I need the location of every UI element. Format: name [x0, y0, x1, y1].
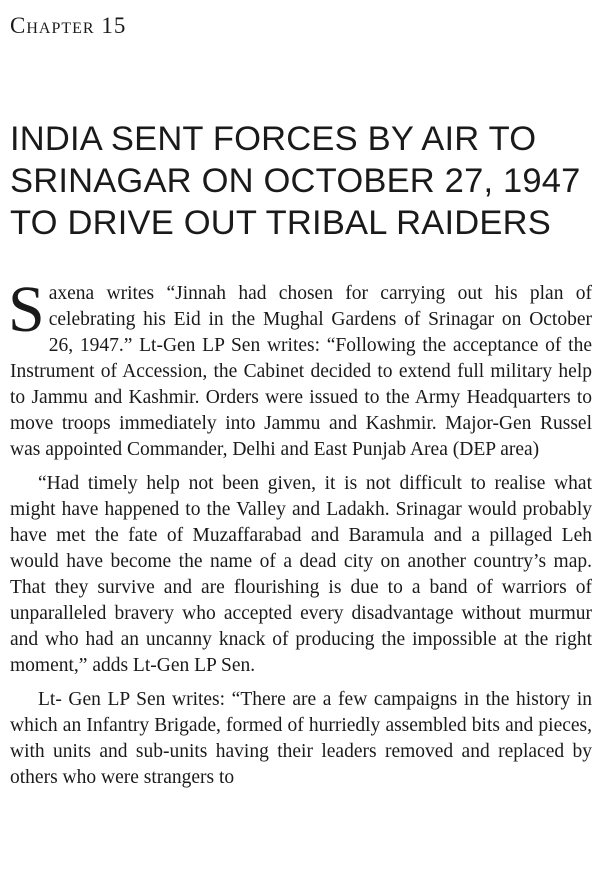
- paragraph-2: “Had timely help not been given, it is not difficult to realise what might have happened to the Valley and Ladakh. Srinagar would probably have met the fate of Muzaffarabad and Baramula and a pillaged Leh would have become the name of a dead city on another country’s map. That they survive and are flourishing is due to a band of warriors of unparalleled bravery who accepted every disadvantage without murmur and who had an uncanny knack of producing the impossible at the right moment,” adds Lt-Gen LP Sen.: [10, 473, 592, 676]
- paragraph-3: Lt- Gen LP Sen writes: “There are a few campaigns in the history in which an Infantry Brigade, formed of hurriedly assembled bits and pieces, with units and sub-units having their leaders removed and replaced by others who were strangers to: [10, 689, 592, 788]
- chapter-title: [10, 118, 595, 244]
- chapter-body: [8, 273, 592, 799]
- paragraph-1: [8, 273, 592, 463]
- chapter-title-line-1: INDIA SENT FORCES BY AIR TO: [10, 120, 537, 158]
- chapter-title-line-3: TO DRIVE OUT TRIBAL RAIDERS: [10, 204, 551, 242]
- drop-cap: S: [8, 273, 45, 346]
- chapter-label: Chapter 15: [10, 13, 127, 38]
- paragraph-1-text: axena writes “Jinnah had chosen for carrying out his plan of celebrating his Eid in the Mughal Gardens of Srinagar on October 26, 1947.” Lt-Gen LP Sen writes: “Following the acceptance of the Instrument of Accession, the Cabinet decided to extend full military help to Jammu and Kashmir. Orders were issued to the Army Headquarters to move troops immediately into Jammu and Kashmir. Major-Gen Russel was appointed Commander, Delhi and East Punjab Area (DEP area): [10, 283, 592, 460]
- chapter-title-line-2: SRINAGAR ON OCTOBER 27, 1947: [10, 162, 581, 200]
